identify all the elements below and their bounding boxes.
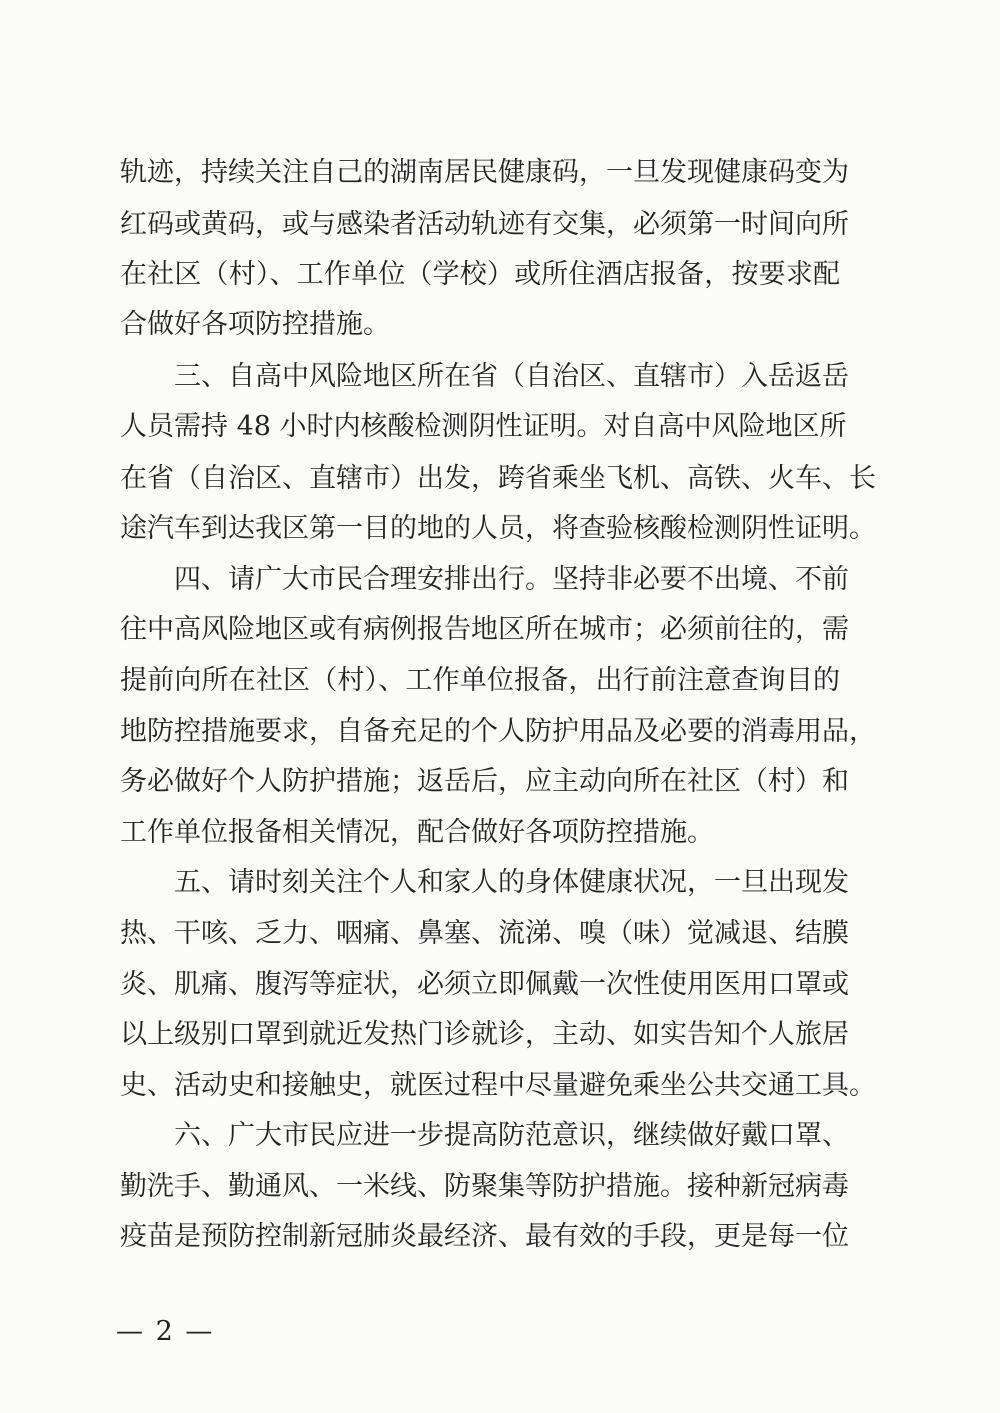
text-line: 往中高风险地区或有病例报告地区所在城市；必须前往的，需: [120, 614, 849, 645]
text-line: 红码或黄码，或与感染者活动轨迹有交集，必须第一时间向所: [120, 209, 849, 240]
text-line: 在社区（村）、工作单位（学校）或所住酒店报备，按要求配: [120, 259, 840, 290]
text-line: 人员需持 48 小时内核酸检测阴性证明。对自高中风险地区所: [120, 411, 847, 442]
text-line: 在省（自治区、直辖市）出发，跨省乘坐飞机、高铁、火车、长: [120, 463, 876, 494]
text-line: 提前向所在社区（村）、工作单位报备，出行前注意查询目的: [120, 665, 840, 696]
text-line: 炎、肌痛、腹泻等症状，必须立即佩戴一次性使用医用口罩或: [120, 969, 849, 1000]
text-line: 地防控措施要求，自备充足的个人防护用品及必要的消毒用品，: [120, 716, 876, 747]
paragraph-three-heading-line: 三、自高中风险地区所在省（自治区、直辖市）入岳返岳: [174, 361, 849, 392]
paragraph-six-heading-line: 六、广大市民应进一步提高防范意识，继续做好戴口罩、: [174, 1120, 849, 1151]
paragraph-five-heading-line: 五、请时刻关注个人和家人的身体健康状况，一旦出现发: [174, 867, 849, 898]
text-line: 工作单位报备相关情况，配合做好各项防控措施。: [120, 817, 714, 848]
text-line: 勤洗手、勤通风、一米线、防聚集等防护措施。接种新冠病毒: [120, 1171, 849, 1202]
page-number: — 2 —: [116, 1316, 215, 1347]
paragraph-four-heading-line: 四、请广大市民合理安排出行。坚持非必要不出境、不前: [174, 564, 849, 595]
text-line: 途汽车到达我区第一目的地的人员，将查验核酸检测阴性证明。: [120, 513, 876, 544]
text-line: 合做好各项防控措施。: [120, 309, 390, 340]
text-line: 轨迹，持续关注自己的湖南居民健康码，一旦发现健康码变为: [120, 157, 849, 188]
text-line: 疫苗是预防控制新冠肺炎最经济、最有效的手段，更是每一位: [120, 1221, 849, 1252]
text-line: 务必做好个人防护措施；返岳后，应主动向所在社区（村）和: [120, 766, 849, 797]
text-line: 以上级别口罩到就近发热门诊就诊，主动、如实告知个人旅居: [120, 1019, 849, 1050]
text-line: 热、干咳、乏力、咽痛、鼻塞、流涕、嗅（味）觉减退、结膜: [120, 918, 849, 949]
text-line: 史、活动史和接触史，就医过程中尽量避免乘坐公共交通工具。: [120, 1070, 876, 1101]
